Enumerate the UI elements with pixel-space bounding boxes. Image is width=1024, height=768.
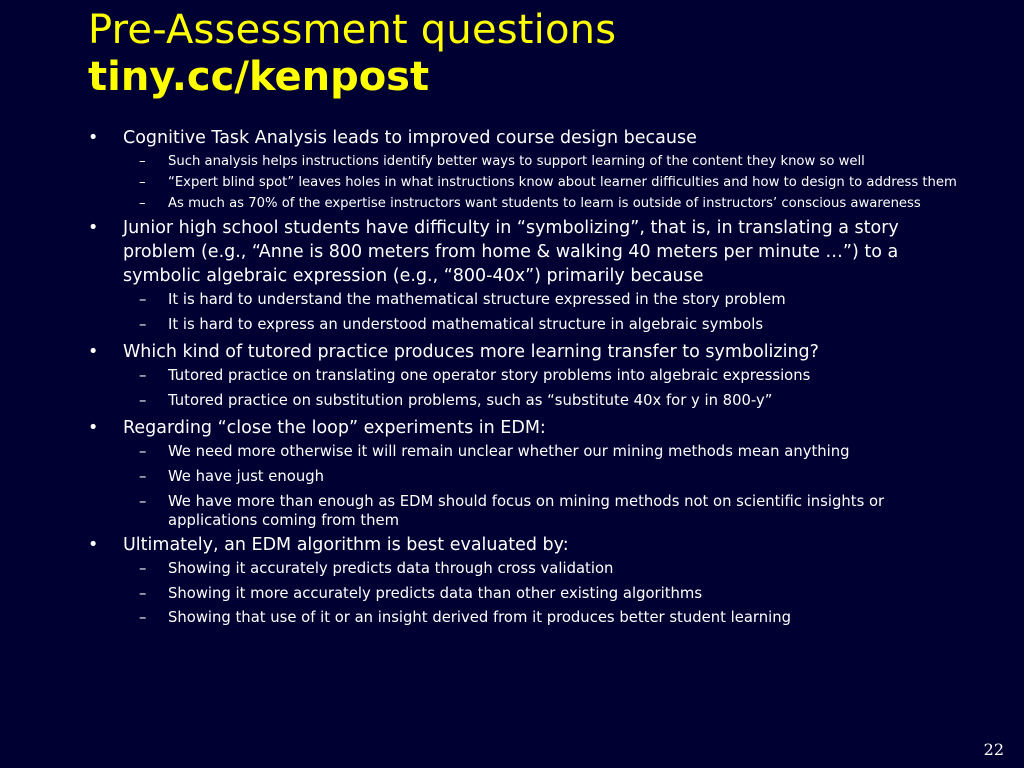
slide-content [88,126,958,631]
bullet-marker: • [88,535,99,555]
sub-bullet-marker: – [139,367,147,384]
question-3 [88,340,958,413]
answer-option [123,389,958,414]
question-5 [88,533,958,631]
question-text: Ultimately, an EDM algorithm is best evaluated by: [123,535,569,555]
answer-option [123,606,958,631]
answer-option [123,195,958,212]
answer-text: We need more otherwise it will remain unclear whether our mining methods mean anything [168,443,850,460]
answer-option [123,288,958,313]
answer-text: It is hard to understand the mathematical structure expressed in the story problem [168,291,786,308]
sub-bullet-marker: – [139,443,147,460]
question-text: Which kind of tutored practice produces more learning transfer to symbolizing? [123,342,819,362]
sub-bullet-marker: – [139,560,147,577]
answer-text: Tutored practice on translating one operator story problems into algebraic expressions [168,367,811,384]
question-text: Cognitive Task Analysis leads to improved course design because [123,128,697,148]
sub-bullet-marker: – [139,584,147,602]
answer-options [123,557,958,631]
answer-text: Showing that use of it or an insight derived from it produces better student learning [168,609,791,626]
answer-option [123,364,958,389]
question-text: Regarding “close the loop” experiments in EDM: [123,418,546,438]
question-2 [88,216,958,337]
question-text: Junior high school students have difficulty in “symbolizing”, that is, in translating a story problem (e.g., “Anne is 800 meters from home & walking 40 meters per minute …”) to a symbolic algebraic expression (e.g., “800-40x”) primarily because [123,218,899,286]
question-1 [88,126,958,212]
answer-option [123,153,958,170]
bullet-marker: • [88,418,99,438]
answer-option [123,557,958,582]
answer-text: Such analysis helps instructions identify better ways to support learning of the content they know so well [168,154,865,169]
sub-bullet-marker: – [139,291,147,308]
sub-bullet-marker: – [139,391,147,409]
question-4 [88,416,958,530]
answer-options [123,288,958,337]
sub-bullet-marker: – [139,609,147,626]
answer-option [123,492,958,530]
answer-options [123,364,958,413]
answer-text: As much as 70% of the expertise instructors want students to learn is outside of instructors’ conscious awareness [168,196,921,211]
sub-bullet-marker: – [139,467,147,485]
answer-option [123,313,958,338]
answer-text: Showing it accurately predicts data through cross validation [168,560,614,577]
bullet-marker: • [88,128,99,148]
page-number: 22 [983,740,1004,759]
bullet-marker: • [88,342,99,362]
answer-text: Tutored practice on substitution problems, such as “substitute 40x for y in 800-y” [168,391,773,409]
answer-text: Showing it more accurately predicts data than other existing algorithms [168,584,703,602]
answer-option [123,465,958,490]
answer-option [123,174,958,191]
answer-option [123,440,958,465]
answer-text: We have just enough [168,467,324,485]
title-heading: Pre-Assessment questions [88,7,617,53]
sub-bullet-marker: – [139,315,147,333]
sub-bullet-marker: – [139,154,146,169]
answer-text: “Expert blind spot” leaves holes in what instructions know about learner difficulties and how to design to address them [168,175,957,190]
answer-options [123,440,958,530]
sub-bullet-marker: – [139,196,146,211]
answer-options [123,153,958,212]
answer-option [123,582,958,607]
sub-bullet-marker: – [139,175,146,190]
bullet-marker: • [88,218,99,238]
title-url: tiny.cc/kenpost [88,54,430,100]
answer-text: It is hard to express an understood mathematical structure in algebraic symbols [168,315,764,333]
slide-title [88,7,617,103]
answer-text: We have more than enough as EDM should focus on mining methods not on scientific insights or applications coming from them [168,493,885,529]
sub-bullet-marker: – [139,493,147,510]
